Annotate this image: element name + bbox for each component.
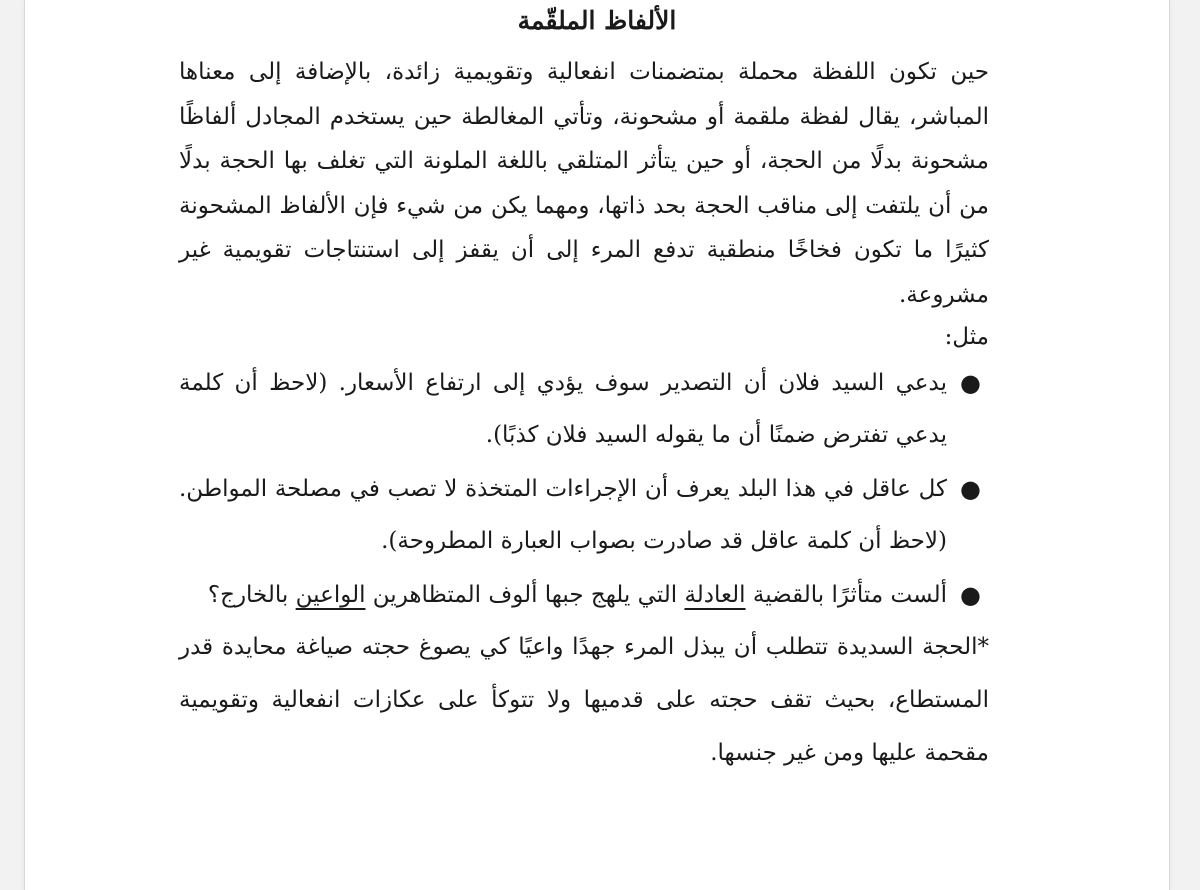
intro-paragraph: حين تكون اللفظة محملة بمتضمنات انفعالية وتقويمية زائدة، بالإضافة إلى معناها المباشر، يقال لفظة ملقمة أو مشحونة، وتأتي المغالطة حين يستخدم المجادل ألفاظًا مشحونة بدلًا من الحجة، أو حين يتأثر المتلقي باللغة الملونة التي تغلف بها الحجة بدلًا من أن يلتفت إلى مناقب الحجة بحد ذاتها، ومهما يكن من شيء فإن الألفاظ المشحونة كثيرًا ما تكون فخاخًا منطقية تدفع المرء إلى أن يقفز إلى استنتاجات تقويمية غير مشروعة.	[179, 59, 989, 308]
example-text	[208, 582, 947, 608]
document-body	[179, 50, 989, 780]
example-text-part: ألست متأثرًا بالقضية	[745, 582, 947, 608]
example-text: كل عاقل في هذا البلد يعرف أن الإجراءات المتخذة لا تصب في مصلحة المواطن. (لاحظ أن كلمة عاقل قد صادرت بصواب العبارة المطروحة).	[179, 476, 947, 554]
list-item	[179, 569, 989, 621]
examples-list	[179, 357, 989, 621]
example-text-part: التي يلهج جبها ألوف المتظاهرين	[365, 582, 685, 608]
list-item	[179, 357, 989, 461]
example-text-part: بالخارج؟	[207, 582, 296, 608]
example-text: يدعي السيد فلان أن التصدير سوف يؤدي إلى ارتفاع الأسعار. (لاحظ أن كلمة يدعي تفترض ضمنًا أن ما يقوله السيد فلان كذبًا).	[179, 370, 947, 448]
page-title: الألفاظ الملقّمة	[517, 6, 677, 35]
underlined-word: الواعين	[295, 582, 366, 608]
document-page	[24, 0, 1170, 890]
bullet-icon: ●	[960, 369, 981, 397]
bullet-icon: ●	[960, 475, 981, 503]
bullet-icon: ●	[960, 581, 981, 609]
underlined-word: العادلة	[684, 582, 746, 608]
list-item	[179, 463, 989, 567]
example-label: مثل:	[944, 324, 989, 350]
footnote: *الحجة السديدة تتطلب أن يبذل المرء جهدًا واعيًا كي يصوغ حجته صياغة محايدة قدر المستطاع، بحيث تقف حجته على قدميها ولا تتوكأ على عكازات انفعالية وتقويمية مقحمة عليها ومن غير جنسها.	[179, 634, 990, 766]
